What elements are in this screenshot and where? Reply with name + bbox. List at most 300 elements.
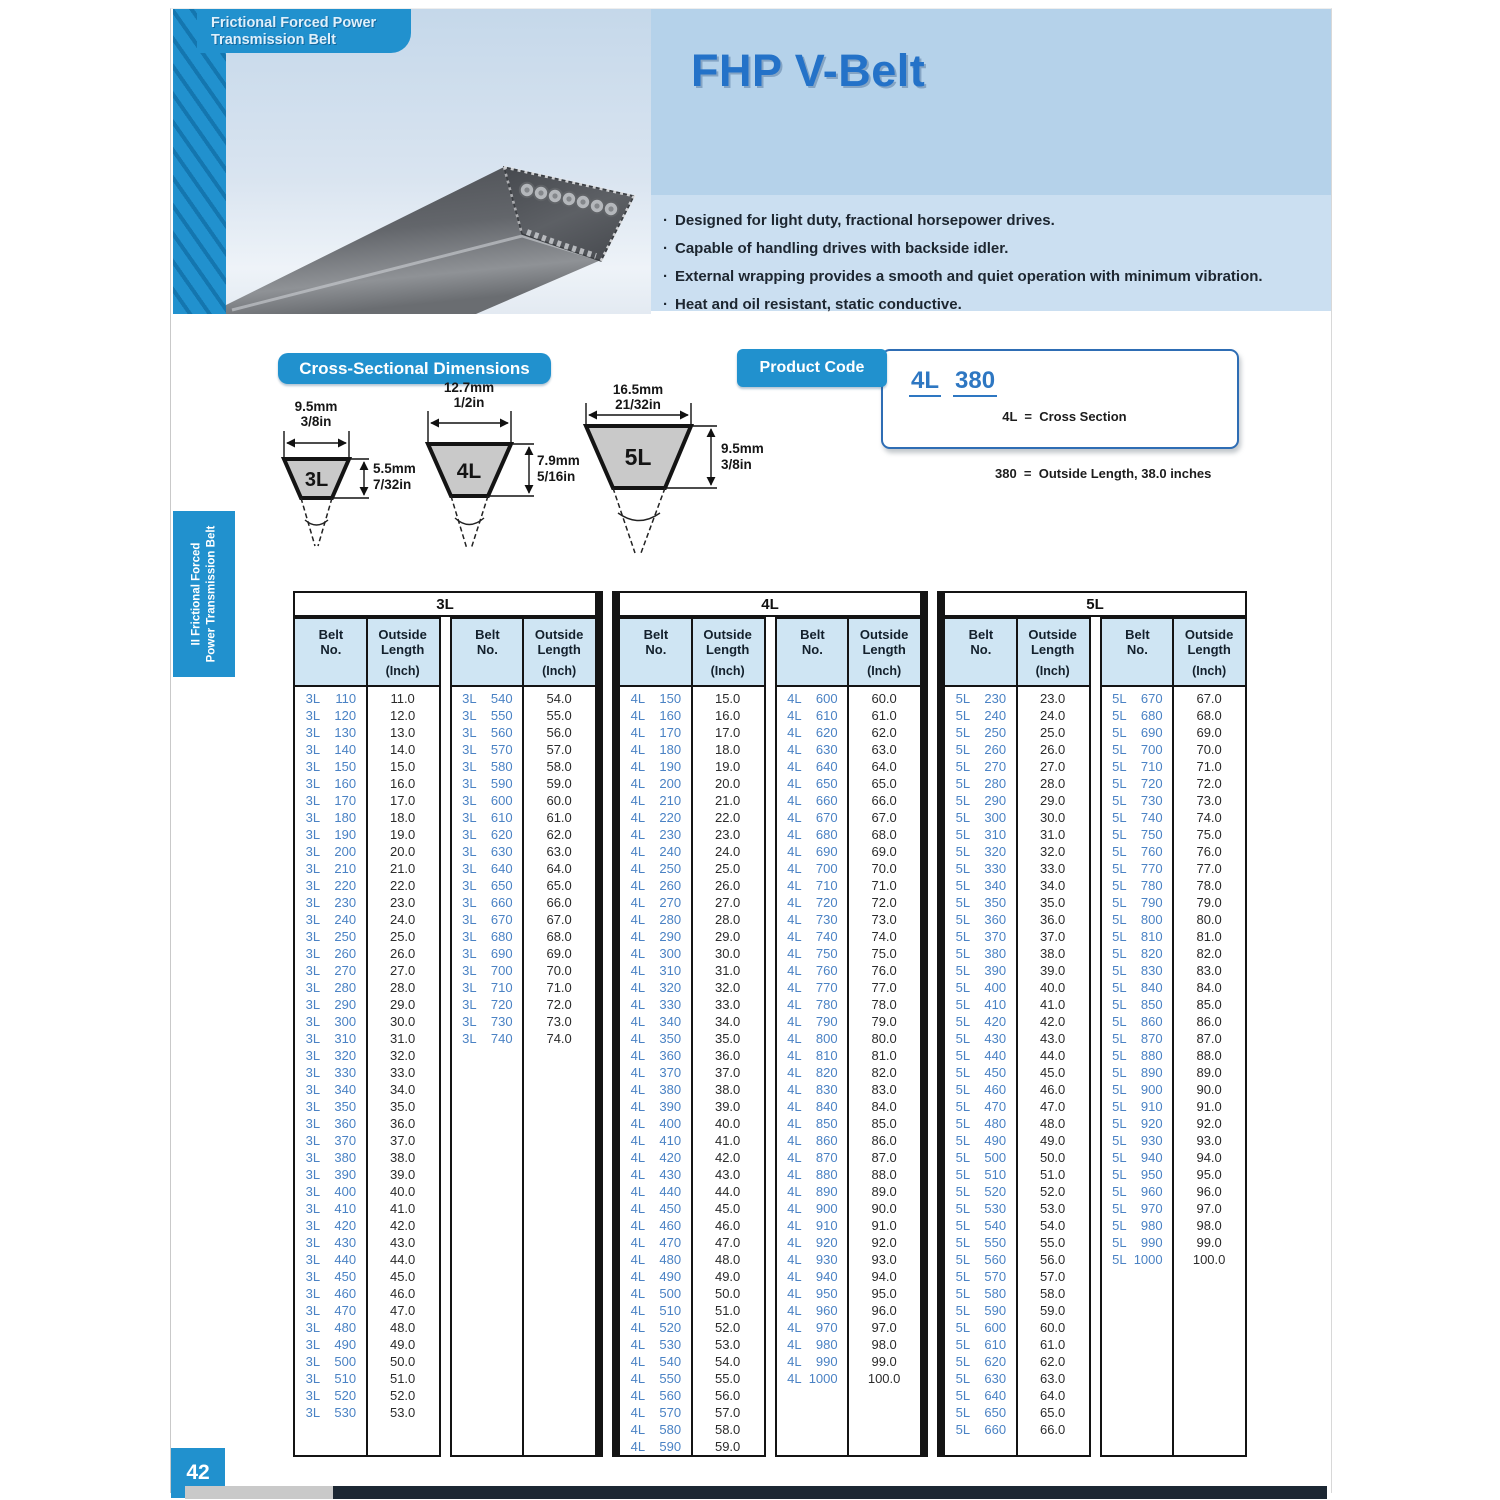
length-cell: 46.0 [1039,1082,1066,1097]
title-panel [651,9,1331,195]
length-cell: 87.0 [871,1150,897,1165]
length-cell: 38.0 [389,1150,416,1165]
length-cell: 45.0 [389,1269,416,1284]
section-label-3l: 3L [304,469,329,491]
length-cell: 47.0 [714,1235,741,1250]
length-cell: 80.0 [1196,912,1222,927]
belt-no-cell: 5L 370 [955,929,1007,944]
length-cell: 76.0 [871,963,897,978]
subtable-header: Belt No. Outside Length (Inch) [452,619,596,687]
length-cell: 75.0 [1196,827,1222,842]
length-cell: 25.0 [1039,725,1066,740]
belt-no-cell: 3L 640 [462,861,513,876]
bullet-icon: · [663,240,668,257]
belt-no-cell: 4L 880 [787,1167,838,1182]
length-cell: 42.0 [714,1150,741,1165]
length-cell: 52.0 [714,1320,741,1335]
belt-no-cell: 5L 260 [955,742,1007,757]
belt-no-cell: 4L 350 [630,1031,682,1046]
length-cell: 30.0 [1039,810,1066,825]
belt-no-cell: 3L 320 [305,1048,357,1063]
length-cell: 35.0 [714,1031,741,1046]
belt-no-cell: 5L 850 [1112,997,1163,1012]
length-cell: 89.0 [871,1184,897,1199]
belt-no-cell: 5L 700 [1112,742,1163,757]
belt-no-cell: 3L 110 [305,691,357,706]
belt-no-cell: 4L 760 [787,963,838,978]
length-cell: 71.0 [546,980,572,995]
length-cell: 80.0 [871,1031,897,1046]
length-cell: 63.0 [546,844,572,859]
length-cell: 16.0 [389,776,416,791]
belt-no-cell: 4L 820 [787,1065,838,1080]
belt-no-cell: 4L 910 [787,1218,838,1233]
belt-no-cell: 3L 720 [462,997,513,1012]
belt-no-cell: 4L 900 [787,1201,838,1216]
belt-no-cell: 3L 530 [305,1405,357,1420]
length-cell: 38.0 [1039,946,1066,961]
v-belt-photo [226,9,651,314]
length-cell: 56.0 [714,1388,741,1403]
length-cell: 55.0 [546,708,572,723]
belt-no-cell: 5L 770 [1112,861,1163,876]
belt-no-cell: 3L 590 [462,776,513,791]
subtable [943,617,1091,1457]
feature-item: · External wrapping provides a smooth and quiet operation with minimum vibration. [651,263,1331,291]
product-code-section: 4L [909,367,941,397]
length-cell: 83.0 [871,1082,897,1097]
dim-5l-height-in: 3/8in [721,457,752,472]
table-group-3l [293,591,597,1457]
length-cell: 77.0 [871,980,897,995]
belt-no-cell: 4L 170 [630,725,682,740]
belt-no-cell: 4L 430 [630,1167,682,1182]
belt-no-cell: 3L 480 [305,1320,357,1335]
belt-no-cell: 4L 180 [630,742,682,757]
length-cell: 79.0 [871,1014,897,1029]
length-cell: 86.0 [1196,1014,1222,1029]
belt-no-cell: 3L 260 [305,946,357,961]
length-cell: 73.0 [871,912,897,927]
belt-no-cell: 4L 250 [630,861,682,876]
belt-no-cell: 3L 250 [305,929,357,944]
cross-section-diagrams [271,381,771,593]
length-cell: 87.0 [1196,1031,1222,1046]
belt-no-cell: 4L 460 [630,1218,682,1233]
belt-no-cell: 4L 810 [787,1048,838,1063]
length-cell: 84.0 [871,1099,897,1114]
length-cell: 17.0 [714,725,741,740]
length-cell: 42.0 [389,1218,416,1233]
belt-no-cell: 5L 600 [955,1320,1007,1335]
length-cell: 29.0 [1039,793,1066,808]
belt-no-cell: 4L 830 [787,1082,838,1097]
length-cell: 89.0 [1196,1065,1222,1080]
belt-no-cell: 3L 200 [305,844,357,859]
belt-no-cell: 4L 160 [630,708,682,723]
dim-4l-height-mm: 7.9mm [537,453,580,468]
belt-no-cell: 3L 370 [305,1133,357,1148]
length-cell: 90.0 [1196,1082,1222,1097]
belt-no-cell: 4L 850 [787,1116,838,1131]
length-cell: 41.0 [1039,997,1066,1012]
length-cell: 62.0 [546,827,572,842]
section-label-5l: 5L [624,444,652,470]
belt-no-cell: 5L 740 [1112,810,1163,825]
length-cell: 92.0 [1196,1116,1222,1131]
belt-no-cell: 5L 900 [1112,1082,1163,1097]
length-cell: 27.0 [1039,759,1066,774]
subtable [293,617,441,1457]
belt-no-cell: 4L 390 [630,1099,682,1114]
belt-photo-area [226,9,651,314]
belt-no-cell: 3L 230 [305,895,357,910]
belt-no-cell: 3L 550 [462,708,513,723]
belt-no-cell: 5L 790 [1112,895,1163,910]
belt-no-cell: 3L 560 [462,725,513,740]
belt-no-cell: 5L 550 [955,1235,1007,1250]
side-section-tab-text: II Frictional Forced Power Transmission Belt [190,525,218,663]
length-cell: 11.0 [390,691,415,706]
belt-no-cell: 4L 510 [630,1303,682,1318]
belt-no-cell: 4L 930 [787,1252,838,1267]
belt-no-cell: 4L 400 [630,1116,682,1131]
length-cell: 40.0 [1039,980,1066,995]
belt-no-cell: 4L 490 [630,1269,682,1284]
length-cell: 59.0 [1039,1303,1066,1318]
length-cell: 60.0 [1039,1320,1066,1335]
length-cell: 65.0 [546,878,572,893]
side-section-tab [173,511,235,677]
belt-no-cell: 4L 480 [630,1252,682,1267]
length-cell: 58.0 [546,759,572,774]
belt-no-cell: 5L 470 [955,1099,1007,1114]
length-cell: 83.0 [1196,963,1222,978]
length-cell: 19.0 [714,759,741,774]
length-cell: 61.0 [546,810,572,825]
belt-no-cell: 3L 330 [305,1065,357,1080]
length-cell: 86.0 [871,1133,897,1148]
length-cell: 64.0 [871,759,897,774]
belt-no-cell: 5L 860 [1112,1014,1163,1029]
belt-no-cell: 5L 870 [1112,1031,1163,1046]
belt-no-cell: 5L 290 [955,793,1007,808]
bullet-icon: · [663,268,668,285]
dim-3l-height-in: 7/32in [373,477,412,492]
length-cell: 21.0 [714,793,741,808]
length-cell: 35.0 [1039,895,1066,910]
subtable-header: Belt No. Outside Length (Inch) [945,619,1089,687]
belt-no-cell: 4L 630 [787,742,838,757]
belt-no-cell: 5L 490 [955,1133,1007,1148]
length-cell: 43.0 [389,1235,416,1250]
length-cell: 43.0 [714,1167,741,1182]
footer-bar-gray [185,1486,333,1499]
belt-no-cell: 4L 940 [787,1269,838,1284]
belt-no-cell: 4L 980 [787,1337,838,1352]
belt-no-cell: 3L 730 [462,1014,513,1029]
belt-no-cell: 4L 770 [787,980,838,995]
belt-no-cell: 4L 260 [630,878,682,893]
belt-no-cell: 5L 420 [955,1014,1007,1029]
belt-no-cell: 4L 570 [630,1405,682,1420]
belt-no-cell: 3L 620 [462,827,513,842]
belt-no-cell: 3L 650 [462,878,513,893]
length-cell: 26.0 [389,946,416,961]
length-cell: 64.0 [546,861,572,876]
length-cell: 55.0 [1039,1235,1066,1250]
belt-no-cell: 3L 600 [462,793,513,808]
length-cell: 57.0 [714,1405,741,1420]
belt-no-cell: 3L 210 [305,861,357,876]
length-cell: 50.0 [1039,1150,1066,1165]
belt-no-cell: 5L 970 [1112,1201,1163,1216]
length-cell: 68.0 [1196,708,1222,723]
belt-no-cell: 4L 380 [630,1082,682,1097]
belt-no-cell: 3L 180 [305,810,357,825]
length-cell: 95.0 [1196,1167,1222,1182]
belt-no-cell: 4L 370 [630,1065,682,1080]
belt-no-cell: 5L 710 [1112,759,1163,774]
length-cell: 91.0 [871,1218,897,1233]
length-cell: 99.0 [871,1354,897,1369]
length-cell: 51.0 [1039,1167,1066,1182]
length-cell: 59.0 [714,1439,741,1454]
belt-no-cell: 3L 240 [305,912,357,927]
belt-no-cell: 3L 300 [305,1014,357,1029]
length-cell: 33.0 [389,1065,416,1080]
length-cell: 36.0 [714,1048,741,1063]
belt-no-cell: 3L 610 [462,810,513,825]
dim-4l-width-in: 1/2in [453,395,485,410]
length-cell: 40.0 [389,1184,416,1199]
belt-no-cell: 4L 740 [787,929,838,944]
length-cell: 53.0 [714,1337,741,1352]
length-cell: 29.0 [714,929,741,944]
length-cell: 67.0 [871,810,897,825]
belt-no-cell: 3L 310 [305,1031,357,1046]
belt-no-cell: 5L 350 [955,895,1007,910]
length-cell: 61.0 [1039,1337,1066,1352]
subtable-header: Belt No. Outside Length (Inch) [620,619,764,687]
length-cell: 45.0 [714,1201,741,1216]
belt-no-cell: 3L 360 [305,1116,357,1131]
belt-no-cell: 3L 270 [305,963,357,978]
length-cell: 98.0 [1196,1218,1222,1233]
belt-no-cell: 5L 580 [955,1286,1007,1301]
length-cell: 81.0 [1196,929,1222,944]
length-cell: 20.0 [389,844,416,859]
length-cell: 21.0 [389,861,416,876]
belt-no-cell: 5L 500 [955,1150,1007,1165]
length-cell: 24.0 [1039,708,1066,723]
belt-no-cell: 4L 700 [787,861,838,876]
dim-5l-height-mm: 9.5mm [721,441,764,456]
belt-no-cell: 5L 570 [955,1269,1007,1284]
belt-no-cell: 4L 600 [787,691,838,706]
length-cell: 41.0 [714,1133,741,1148]
belt-no-cell: 5L 360 [955,912,1007,927]
belt-no-cell: 4L 420 [630,1150,682,1165]
length-cell: 40.0 [714,1116,741,1131]
length-cell: 50.0 [389,1354,416,1369]
belt-no-cell: 4L 410 [630,1133,682,1148]
length-cell: 95.0 [871,1286,897,1301]
belt-no-cell: 5L 670 [1112,691,1163,706]
belt-no-cell: 5L 510 [955,1167,1007,1182]
length-cell: 49.0 [1039,1133,1066,1148]
length-cell: 43.0 [1039,1031,1066,1046]
belt-no-cell: 3L 160 [305,776,357,791]
belt-no-cell: 4L 970 [787,1320,838,1335]
length-cell: 88.0 [1196,1048,1222,1063]
length-cell: 31.0 [1039,827,1066,842]
belt-no-cell: 3L 690 [462,946,513,961]
belt-no-cell: 5L 380 [955,946,1007,961]
length-cell: 94.0 [871,1269,897,1284]
belt-no-cell: 4L 290 [630,929,682,944]
belt-no-cell: 3L 290 [305,997,357,1012]
belt-no-cell: 4L 730 [787,912,838,927]
feature-item: · Heat and oil resistant, static conductive. [651,291,1331,319]
belt-no-cell: 4L 620 [787,725,838,740]
belt-no-cell: 5L 1000 [1112,1252,1163,1267]
belt-no-cell: 3L 520 [305,1388,357,1403]
page-number: 42 [171,1448,225,1498]
group-divider [597,591,618,1457]
length-cell: 23.0 [714,827,741,842]
length-cell: 79.0 [1196,895,1222,910]
belt-no-cell: 4L 220 [630,810,682,825]
belt-no-cell: 5L 400 [955,980,1007,995]
belt-no-cell: 5L 930 [1112,1133,1163,1148]
length-cell: 62.0 [1039,1354,1066,1369]
product-code-heading: Product Code [737,349,887,387]
belt-no-cell: 4L 540 [630,1354,682,1369]
belt-no-cell: 4L 660 [787,793,838,808]
belt-no-cell: 5L 760 [1112,844,1163,859]
belt-no-cell: 4L 320 [630,980,682,995]
length-cell: 14.0 [389,742,416,757]
length-cell: 67.0 [546,912,572,927]
length-cell: 34.0 [714,1014,741,1029]
belt-no-cell: 5L 840 [1112,980,1163,995]
belt-no-cell: 3L 710 [462,980,513,995]
belt-no-cell: 4L 340 [630,1014,682,1029]
belt-no-cell: 4L 230 [630,827,682,842]
section-label-4l: 4L [456,460,482,483]
length-cell: 20.0 [714,776,741,791]
length-cell: 32.0 [714,980,741,995]
length-cell: 63.0 [871,742,897,757]
length-cell: 96.0 [1196,1184,1222,1199]
length-cell: 100.0 [867,1371,901,1386]
length-cell: 46.0 [714,1218,741,1233]
length-cell: 26.0 [714,878,741,893]
belt-no-cell: 3L 460 [305,1286,357,1301]
belt-no-cell: 4L 650 [787,776,838,791]
length-cell: 69.0 [1196,725,1222,740]
belt-no-cell: 4L 780 [787,997,838,1012]
length-cell: 51.0 [389,1371,416,1386]
belt-no-cell: 3L 680 [462,929,513,944]
length-cell: 54.0 [714,1354,741,1369]
belt-no-cell: 5L 820 [1112,946,1163,961]
belt-no-cell: 3L 670 [462,912,513,927]
length-cell: 47.0 [389,1303,416,1318]
belt-no-cell: 5L 460 [955,1082,1007,1097]
length-cell: 91.0 [1196,1099,1222,1114]
belt-no-cell: 4L 330 [630,997,682,1012]
belt-no-cell: 3L 430 [305,1235,357,1250]
group-header: 4L [618,591,922,617]
dim-4l-width-mm: 12.7mm [443,381,495,395]
belt-no-cell: 3L 580 [462,759,513,774]
subtable [618,617,766,1457]
belt-no-cell: 5L 540 [955,1218,1007,1233]
length-cell: 44.0 [1039,1048,1066,1063]
feature-item: · Designed for light duty, fractional horsepower drives. [651,207,1331,235]
length-cell: 92.0 [871,1235,897,1250]
length-cell: 66.0 [871,793,897,808]
length-cell: 48.0 [1039,1116,1066,1131]
page-title: FHP V-Belt [691,45,926,96]
belt-no-cell: 3L 440 [305,1252,357,1267]
belt-no-cell: 4L 210 [630,793,682,808]
length-cell: 32.0 [1039,844,1066,859]
belt-no-cell: 5L 630 [955,1371,1007,1386]
length-cell: 90.0 [871,1201,897,1216]
belt-no-cell: 3L 400 [305,1184,357,1199]
belt-no-cell: 4L 310 [630,963,682,978]
length-cell: 52.0 [1039,1184,1066,1199]
length-cell: 33.0 [714,997,741,1012]
belt-no-cell: 4L 520 [630,1320,682,1335]
belt-no-cell: 3L 700 [462,963,513,978]
length-cell: 25.0 [389,929,416,944]
length-cell: 23.0 [1039,691,1066,706]
length-cell: 28.0 [1039,776,1066,791]
belt-no-cell: 3L 170 [305,793,357,808]
category-header-line1: Frictional Forced Power [211,15,377,31]
length-cell: 35.0 [389,1099,416,1114]
length-cell: 68.0 [546,929,572,944]
length-cell: 13.0 [389,725,416,740]
belt-no-cell: 3L 660 [462,895,513,910]
length-cell: 44.0 [714,1184,741,1199]
length-cell: 24.0 [389,912,416,927]
length-cell: 53.0 [389,1405,416,1420]
belt-no-cell: 4L 440 [630,1184,682,1199]
length-cell: 72.0 [546,997,572,1012]
length-cell: 34.0 [389,1082,416,1097]
belt-no-cell: 4L 860 [787,1133,838,1148]
table-group-5l [943,591,1247,1457]
belt-no-cell: 5L 300 [955,810,1007,825]
belt-no-cell: 5L 340 [955,878,1007,893]
catalog-page [170,8,1332,1493]
belt-no-cell: 4L 280 [630,912,682,927]
belt-no-cell: 3L 470 [305,1303,357,1318]
length-cell: 66.0 [1039,1422,1066,1437]
length-cell: 48.0 [389,1320,416,1335]
length-cell: 88.0 [871,1167,897,1182]
belt-no-cell: 3L 500 [305,1354,357,1369]
length-cell: 29.0 [389,997,416,1012]
belt-no-cell: 5L 320 [955,844,1007,859]
belt-no-cell: 4L 590 [630,1439,682,1454]
length-cell: 97.0 [1196,1201,1222,1216]
